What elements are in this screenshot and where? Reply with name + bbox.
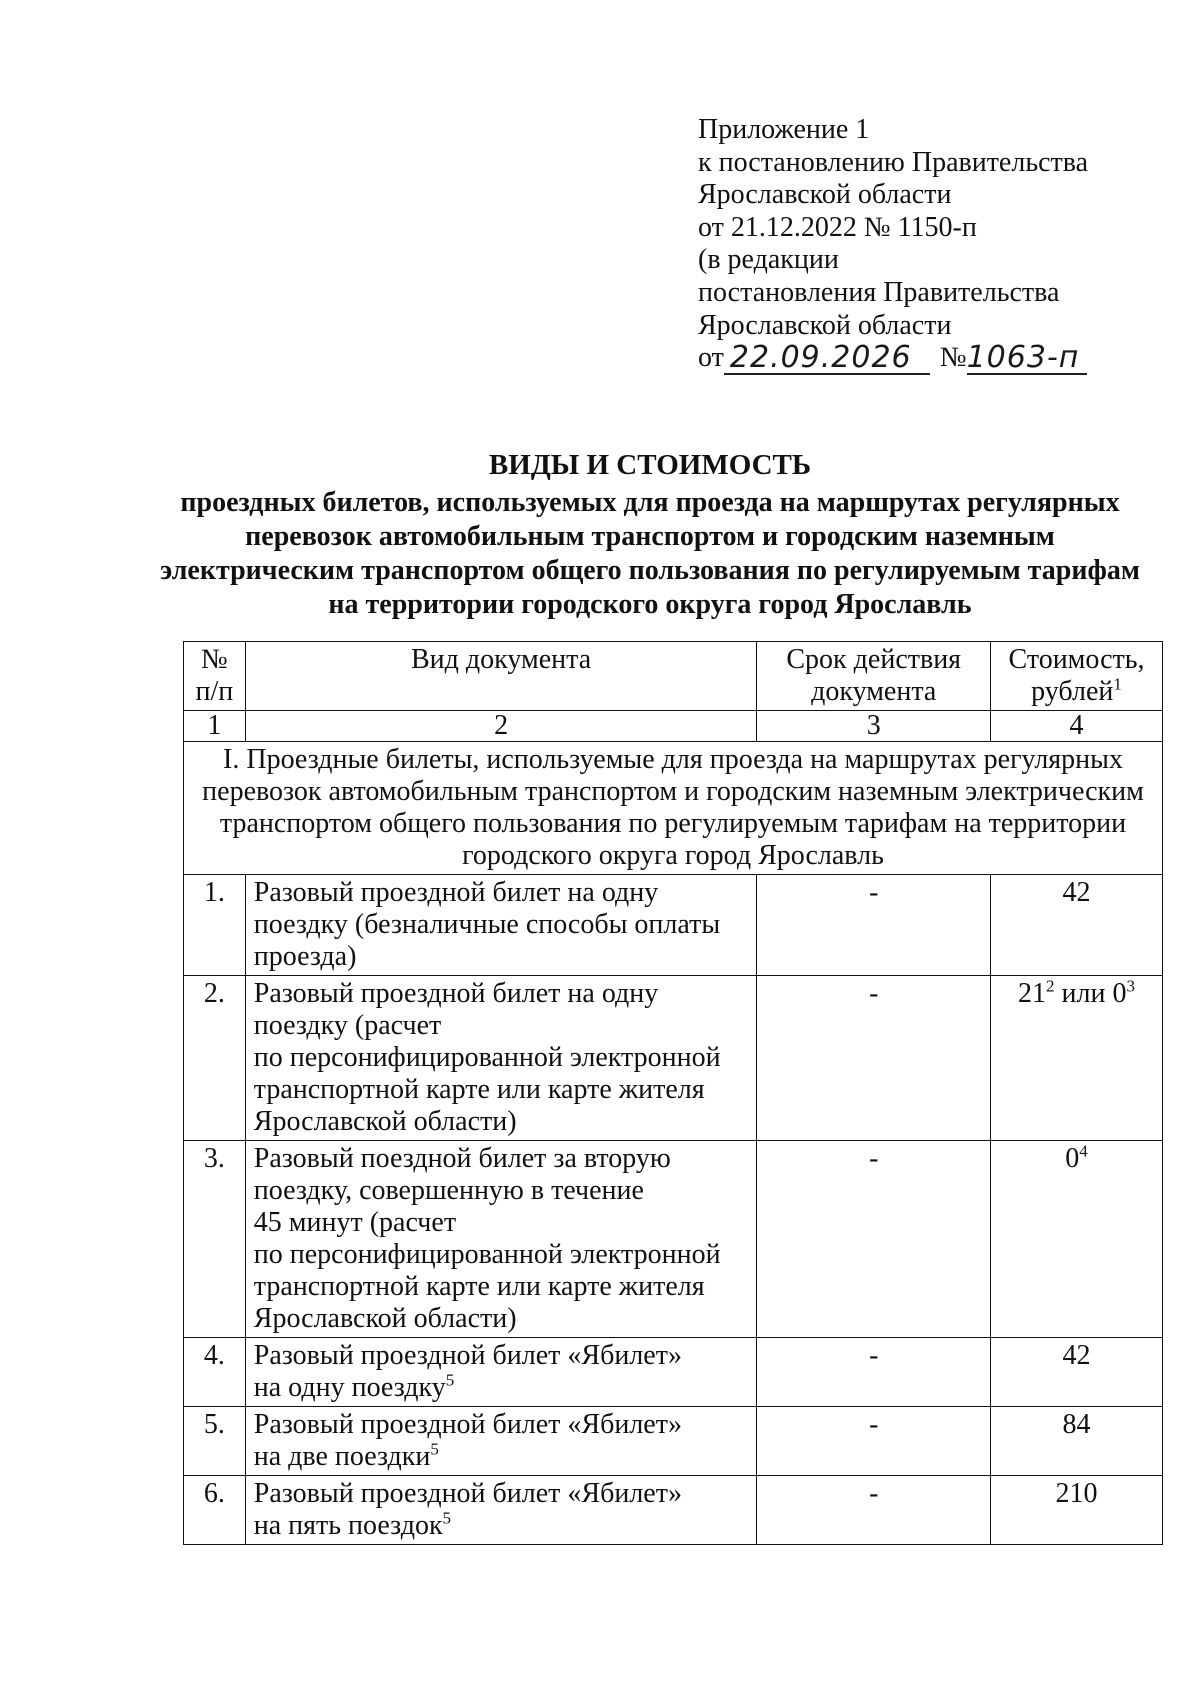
row-term: -	[757, 1338, 991, 1407]
table-row	[184, 1407, 1163, 1476]
row-term: -	[757, 875, 991, 976]
doc-text: Разовый проездной билет «Ябилет» на одну поездку	[253, 1340, 682, 1403]
column-number: 3	[757, 711, 991, 742]
footnote-ref: 5	[430, 1439, 439, 1459]
row-num: 4.	[184, 1338, 246, 1407]
footnote-ref: 5	[445, 1370, 455, 1390]
row-doc	[245, 1338, 757, 1407]
table-row	[184, 976, 1163, 1141]
column-number: 4	[991, 711, 1163, 742]
number-label: №	[939, 342, 967, 374]
footnote-ref: 1	[1113, 674, 1122, 694]
handwritten-number: 1063-п	[967, 343, 1087, 375]
appendix-line: к постановлению Правительства	[698, 146, 1089, 178]
cost-value: 0	[1065, 1143, 1080, 1174]
footnote-ref: 3	[1126, 976, 1135, 996]
appendix-signature-line	[698, 339, 1168, 375]
footnote-ref: 5	[442, 1508, 452, 1528]
row-cost: 42	[991, 1338, 1163, 1407]
column-number: 1	[184, 711, 246, 742]
row-doc: Разовый проездной билет на одну поездку (безналичные способы оплаты проезда)	[245, 875, 757, 976]
document-title	[150, 448, 1150, 622]
appendix-line: (в редакции	[698, 244, 839, 276]
row-cost: 84	[991, 1407, 1163, 1476]
row-cost	[991, 976, 1163, 1141]
doc-text: Разовый проездной билет «Ябилет» на две поездки	[253, 1409, 682, 1472]
appendix-block	[698, 114, 1168, 375]
cost-connector: или	[1054, 978, 1113, 1009]
row-term: -	[757, 1476, 991, 1545]
appendix-line: Ярославской области	[698, 179, 952, 211]
header-cost-text: Стоимость, рублей	[1008, 644, 1145, 707]
appendix-line: Ярославской области	[698, 309, 952, 341]
row-term: -	[757, 1141, 991, 1338]
row-cost	[991, 1141, 1163, 1338]
handwritten-date: 22.09.2026	[724, 343, 930, 375]
row-num: 1.	[184, 875, 246, 976]
row-doc	[245, 1476, 757, 1545]
header-num: № п/п	[184, 642, 246, 711]
doc-text: Разовый проездной билет «Ябилет» на пять поездок	[253, 1478, 682, 1541]
row-doc: Разовый проездной билет на одну поездку (расчет по персонифицированной электронной транспортной карте или карте жителя Ярославской области)	[245, 976, 757, 1141]
appendix-line: от 21.12.2022 № 1150-п	[698, 211, 977, 243]
row-doc: Разовый поездной билет за вторую поездку, совершенную в течение 45 минут (расчет по персонифицированной электронной транспортной карте или карте жителя Ярославской области)	[245, 1141, 757, 1338]
row-num: 2.	[184, 976, 246, 1141]
row-doc	[245, 1407, 757, 1476]
header-doc: Вид документа	[245, 642, 757, 711]
appendix-line: постановления Правительства	[698, 276, 1060, 308]
row-cost: 210	[991, 1476, 1163, 1545]
row-cost: 42	[991, 875, 1163, 976]
title-subtitle: проездных билетов, используемых для проезда на маршрутах регулярных перевозок автомобильным транспортом и городским наземным электрическим транспортом общего пользования по регулируемым тарифам на территории городского округа город Ярославль	[160, 487, 1140, 620]
tickets-table	[183, 641, 1163, 1545]
row-num: 3.	[184, 1141, 246, 1338]
header-cost	[991, 642, 1163, 711]
title-main: ВИДЫ И СТОИМОСТЬ	[488, 449, 812, 481]
row-term: -	[757, 976, 991, 1141]
footnote-ref: 2	[1046, 976, 1055, 996]
section-row	[184, 742, 1163, 875]
table-row	[184, 1338, 1163, 1407]
footnote-ref: 4	[1079, 1141, 1088, 1161]
cost-value: 21	[1018, 978, 1047, 1009]
table-row	[184, 1141, 1163, 1338]
table-row	[184, 1476, 1163, 1545]
header-term: Срок действия документа	[757, 642, 991, 711]
from-label: от	[698, 342, 724, 374]
table-row	[184, 875, 1163, 976]
section-title: I. Проездные билеты, используемые для проезда на маршрутах регулярных перевозок автомобильным транспортом и городским наземным электрическим транспортом общего пользования по регулируемым тарифам на территории городского округа город Ярославль	[184, 742, 1163, 875]
appendix-line: Приложение 1	[698, 114, 870, 145]
row-term: -	[757, 1407, 991, 1476]
column-numbers-row	[184, 711, 1163, 742]
header-row	[184, 642, 1163, 711]
column-number: 2	[245, 711, 757, 742]
row-num: 5.	[184, 1407, 246, 1476]
cost-value: 0	[1112, 978, 1127, 1009]
row-num: 6.	[184, 1476, 246, 1545]
